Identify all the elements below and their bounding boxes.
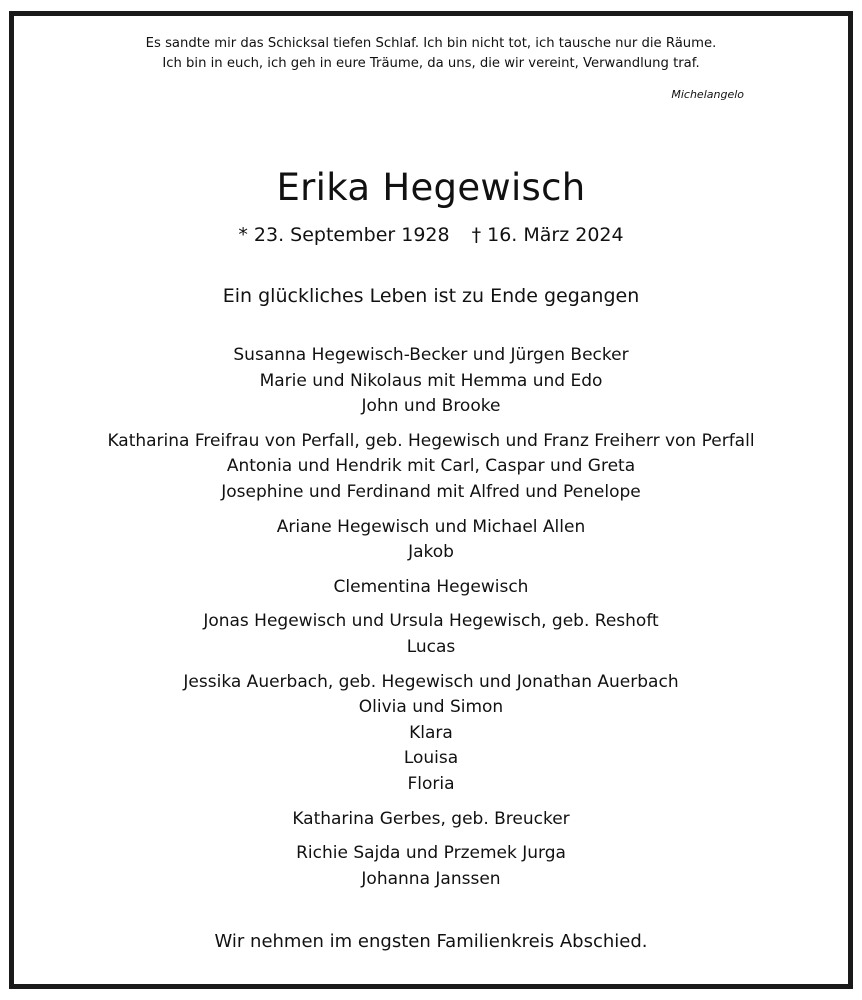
mourner-line: Susanna Hegewisch-Becker und Jürgen Becker (233, 345, 629, 365)
mourner-line: Josephine und Ferdinand mit Alfred und Penelope (221, 481, 641, 502)
mourner-line: Lucas (406, 636, 456, 657)
quote-line-1: Es sandte mir das Schicksal tiefen Schlaf. Ich bin nicht tot, ich tausche nur die Räume. (145, 36, 717, 51)
mourner-line: Jonas Hegewisch und Ursula Hegewisch, geb. Reshoft (203, 611, 659, 632)
mourner-line: Katharina Gerbes, geb. Breucker (292, 808, 570, 829)
quote-author: Michelangelo (671, 88, 744, 101)
mourner-line: Ariane Hegewisch und Michael Allen (276, 516, 586, 537)
quote-line-2: Ich bin in euch, ich geh in eure Träume, da uns, die wir vereint, Verwandlung traf. (162, 56, 700, 71)
mourner-group (0, 429, 862, 506)
mourner-group (0, 515, 862, 566)
mourner-group (0, 841, 862, 892)
mourner-line: Olivia und Simon (358, 697, 504, 718)
birth-date: * 23. September 1928 (238, 224, 450, 246)
mourner-group (0, 807, 862, 833)
mourner-line: Marie und Nikolaus mit Hemma und Edo (259, 370, 603, 391)
mourner-line: Jessika Auerbach, geb. Hegewisch und Jonathan Auerbach (183, 671, 679, 692)
deceased-name: Erika Hegewisch (276, 166, 586, 209)
life-dates (0, 222, 862, 248)
closing-statement: Wir nehmen im engsten Familienkreis Abschied. (214, 931, 648, 952)
mourner-line: Louisa (403, 748, 459, 769)
mourner-line: Antonia und Hendrik mit Carl, Caspar und Greta (226, 456, 636, 477)
mourner-line: Richie Sajda und Przemek Jurga (296, 843, 566, 864)
epigraph-quote (0, 34, 862, 74)
mourner-line: Klara (409, 722, 453, 743)
mourner-group (0, 343, 862, 420)
memorial-subtitle: Ein glückliches Leben ist zu Ende gegangen (222, 285, 640, 307)
mourner-group (0, 670, 862, 798)
mourner-line: Jakob (408, 542, 454, 563)
mourner-line: John und Brooke (361, 396, 501, 417)
mourner-line: Johanna Janssen (361, 868, 501, 889)
mourner-group (0, 609, 862, 660)
mourner-line: Clementina Hegewisch (333, 576, 529, 597)
mourner-line: Floria (407, 773, 455, 794)
death-date: † 16. März 2024 (471, 224, 624, 246)
mourner-line: Katharina Freifrau von Perfall, geb. Hegewisch und Franz Freiherr von Perfall (107, 430, 755, 451)
mourner-group (0, 575, 862, 601)
mourners-list (0, 343, 862, 901)
